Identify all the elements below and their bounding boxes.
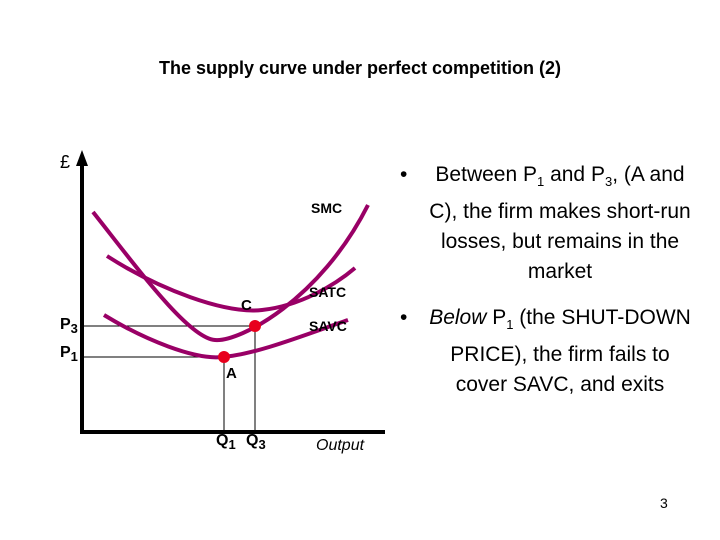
x-axis-label: Output xyxy=(316,437,365,454)
p1-label: $P_1$ xyxy=(60,344,78,365)
p3-label: $P_3$ xyxy=(60,316,78,337)
bullet-item: • Between $P_1$ and $P_3$, (A and C), the firm makes short-run losses, but remains in the market xyxy=(396,160,696,287)
bullet-item: • Below $P_1$ (the SHUT-DOWN PRICE), the firm fails to cover SAVC, and exits xyxy=(396,303,696,400)
bullet-dot: • xyxy=(400,163,408,186)
point-c-label: C xyxy=(241,297,252,314)
point-c xyxy=(249,320,261,332)
bullet-list xyxy=(396,160,696,416)
slide-title: The supply curve under perfect competition (2) xyxy=(158,58,562,78)
q3-label: $Q_3$ xyxy=(246,432,266,453)
y-axis-arrow xyxy=(76,150,88,166)
smc-label: SMC xyxy=(311,200,343,216)
point-a-label: A xyxy=(226,365,237,382)
y-axis-label: £ xyxy=(60,152,71,172)
page-number: 3 xyxy=(660,495,668,511)
q1-label: $Q_1$ xyxy=(216,432,236,453)
bullet-dot: • xyxy=(400,306,408,330)
satc-label: SATC xyxy=(309,284,347,300)
savc-label: SAVC xyxy=(309,318,347,334)
point-a xyxy=(218,351,230,363)
